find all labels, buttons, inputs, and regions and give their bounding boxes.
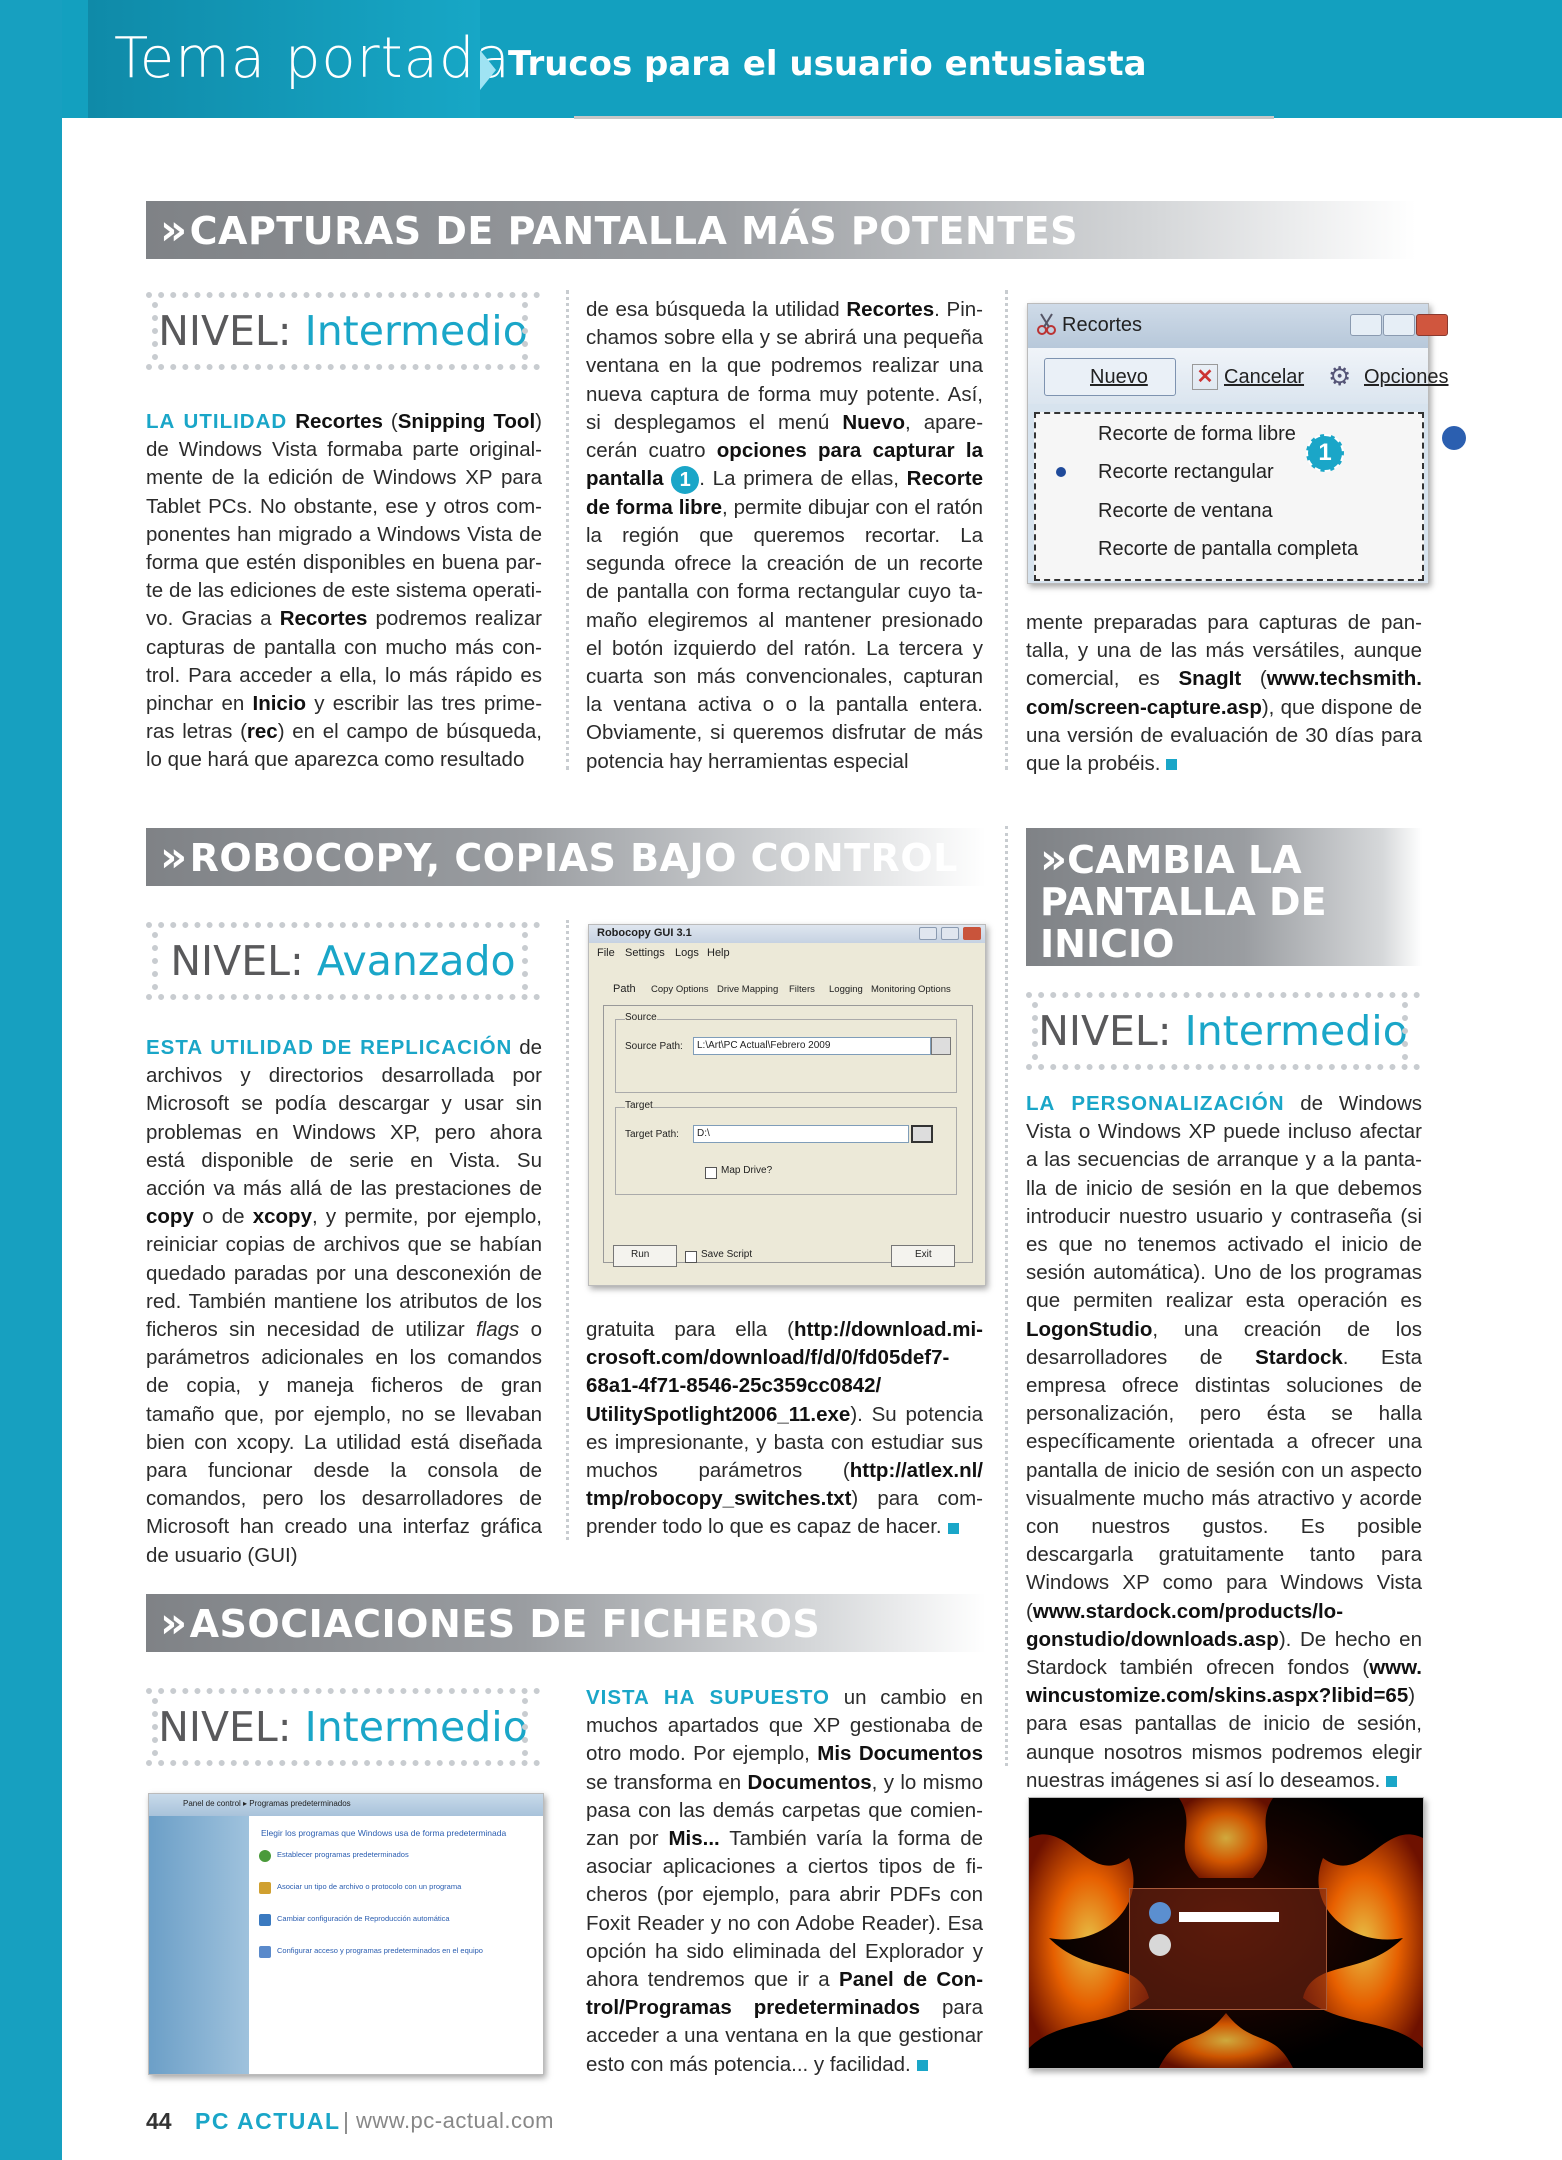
capturas-title: CAPTURAS DE PANTALLA MÁS POTENTES (189, 209, 1078, 253)
minimize-icon (1350, 314, 1382, 336)
program-icon (259, 1850, 271, 1862)
asociaciones-title-bar: »ASOCIACIONES DE FICHEROS (146, 1594, 986, 1652)
page-heading: Elegir los programas que Windows usa de forma predeterminada (261, 1828, 507, 1838)
column-separator (1005, 290, 1008, 770)
user-avatar-icon (1149, 1934, 1171, 1956)
source-group-label: Source (625, 1012, 657, 1023)
scissors-icon (1036, 312, 1058, 336)
nivel-label: NIVEL: (1038, 1007, 1172, 1055)
recortes-screenshot (1027, 303, 1449, 584)
cambia-title-line: PANTALLA DE (1040, 880, 1327, 924)
maximize-icon (941, 927, 959, 940)
capturas-title-bar: »CAPTURAS DE PANTALLA MÁS POTENTES (146, 201, 1416, 259)
robocopy-screenshot (588, 924, 986, 1286)
maximize-icon (1383, 314, 1415, 336)
section-subtitle: Trucos para el usuario entusiasta (508, 44, 1147, 84)
page-number: 44 (146, 2108, 172, 2134)
close-icon (1416, 314, 1448, 336)
menu-logs: Logs (675, 947, 699, 959)
column-separator (566, 290, 569, 770)
programas-predeterminados-screenshot (148, 1793, 544, 2075)
radio-selected-icon (1056, 467, 1066, 477)
run-button-label: Run (631, 1249, 650, 1260)
header-arrow-icon (480, 50, 496, 90)
nivel-value: Intermedio (304, 307, 528, 355)
breadcrumb: Panel de control ▸ Programas predeterminados (183, 1799, 351, 1808)
list-item: Asociar un tipo de archivo o protocolo con un programa (277, 1882, 462, 1891)
program-icon (259, 1914, 271, 1926)
window-title: Recortes (1062, 314, 1143, 336)
target-path-label: Target Path: (625, 1129, 679, 1140)
list-item: Establecer programas predeterminados (277, 1850, 409, 1859)
callout-badge: 1 (671, 466, 699, 494)
program-icon (259, 1946, 271, 1958)
capturas-col3: mente preparadas para capturas de pantalla, y una de las más versátiles, aunque comercial, es SnagIt (www.techsmith. com/screen-capture.asp), que dispone de una versión de evaluación de 30 días para que la probéis. (1026, 611, 1422, 776)
new-button-label: Nuevo (1090, 366, 1148, 388)
tab-monitoring: Monitoring Options (871, 984, 951, 995)
column-separator (566, 920, 569, 1540)
source-path-input: L:\Art\PC Actual\Febrero 2009 (697, 1040, 831, 1051)
menu-item-rectangular: Recorte rectangular (1098, 461, 1274, 483)
menu-file: File (597, 947, 615, 959)
footer-separator: | (343, 2108, 349, 2134)
tab-drive-mapping: Drive Mapping (717, 984, 779, 995)
minimize-icon (919, 927, 937, 940)
checkbox-icon (685, 1251, 697, 1263)
robocopy-col2: gratuita para ella (http://download.microsoft.com/download/f/d/0/fd05def7-68a1-4f71-8546-25c359cc0842/ UtilitySpotlight2006_11.exe). Su potencia es impresionante, y basta con estudiar sus muchos parámetros (http://atlex.nl/ tmp/robocopy_switches.txt) para comprender todo lo que es capaz de hacer. (586, 1318, 983, 1539)
robocopy-title: ROBOCOPY, COPIAS BAJO CONTROL (189, 836, 958, 880)
robocopy-col1: ESTA UTILIDAD DE REPLICACIÓN de archivos y directorios desarrollada por Microsoft se podía descargar y usar sin problemas en Windows XP, pero ahora está disponible de serie en Vista. Su acción va más allá de las prestaciones de copy o de xcopy, y permite, por ejemplo, reiniciar copias de archivos que se habían quedado paradas por una desconexión de red. También mantiene los atributos de los ficheros sin necesidad de utilizar flags o parámetros adicionales en los comandos de copia, y maneja ficheros de gran tamaño que, por ejemplo, no se llevaban bien con xcopy. La utilidad está diseñada para funcionar desde la consola de comandos, pero los desarrolladores de Microsoft han creado una interfaz gráfica de usuario (GUI) (146, 1036, 543, 1567)
column-separator (1005, 826, 1008, 1766)
capturas-col2: de esa búsqueda la utilidad Recortes. Pinchamos sobre ella y se abrirá una pequeña ventana en la que podremos realizar una nueva captura de forma muy potente. Así, si desplegamos el menú Nuevo, aparecerán cuatro opciones para capturar la pantalla 1 . La primera de ellas, Recorte de forma libre, permite dibujar con el ratón la región que queremos recortar. La segunda ofrece la creación de un recorte de pantalla con forma rectangular cuyo tamaño elegiremos al mantener presionado el botón izquierdo del ratón. La tercera y cuarta son más convencionales, capturan la ventana activa o o la pantalla entera. Obviamente, si queremos disfrutar de más potencia hay herramientas especial (586, 298, 984, 773)
magazine-brand: PC ACTUAL (195, 2108, 341, 2134)
nivel-label: NIVEL: (170, 937, 304, 985)
tab-copy-options: Copy Options (651, 984, 709, 995)
list-item: Configurar acceso y programas predeterminados en el equipo (277, 1946, 483, 1955)
menu-item-fullscreen: Recorte de pantalla completa (1098, 538, 1359, 560)
browse-icon (911, 1125, 933, 1143)
nivel-value: Intermedio (1184, 1007, 1408, 1055)
menu-item-window: Recorte de ventana (1098, 500, 1273, 522)
logon-screenshot (1028, 1797, 1424, 2069)
password-field (1179, 1912, 1279, 1922)
checkbox-icon (705, 1167, 717, 1179)
nivel-value: Avanzado (316, 937, 516, 985)
tab-logging: Logging (829, 984, 863, 995)
exit-button-label: Exit (915, 1249, 932, 1260)
callout-badge: 1 (1306, 434, 1344, 472)
left-band (0, 0, 62, 2160)
options-label: Opciones (1364, 366, 1449, 388)
asociaciones-nivel (146, 1688, 540, 1766)
section-title: Tema portada (114, 26, 511, 91)
cancel-label: Cancelar (1224, 366, 1305, 388)
footer-url: www.pc-actual.com (356, 2108, 555, 2133)
menu-item-freeform: Recorte de forma libre (1098, 423, 1296, 445)
gear-icon: ⚙ (1328, 361, 1352, 391)
robocopy-nivel (146, 922, 540, 1000)
capturas-col1: LA UTILIDAD Recortes (Snipping Tool) de Windows Vista formaba parte originalmente de la edición de Windows XP para Tablet PCs. No obstante, ese y otros componentes han migrado a Windows Vista de forma que estén disponibles en buena parte de las ediciones de este sistema operativo. Gracias a Recortes podremos realizar capturas de pantalla con mucho más control. Para acceder a ella, lo más rápido es pinchar en Inicio y escribir las tres primeras letras (rec) en el campo de búsqueda, lo que hará que aparezca como resultado (146, 410, 543, 772)
robocopy-title-bar: »ROBOCOPY, COPIAS BAJO CONTROL (146, 828, 986, 886)
program-icon (259, 1882, 271, 1894)
cambia-title-line: INICIO (1040, 922, 1175, 966)
map-drive-label: Map Drive? (721, 1165, 773, 1176)
source-path-label: Source Path: (625, 1041, 683, 1052)
help-icon (1442, 426, 1466, 450)
menu-help: Help (707, 947, 730, 959)
tab-filters: Filters (789, 984, 815, 995)
nivel-value: Intermedio (304, 1703, 528, 1751)
save-script-label: Save Script (701, 1249, 753, 1260)
browse-icon (931, 1037, 951, 1055)
asociaciones-col2: VISTA HA SUPUESTO un cambio en muchos apartados que XP gestionaba de otro modo. Por ejemplo, Mis Documentos se transforma en Documentos, y lo mismo pasa con las demás carpetas que comienzan por Mis... También varía la forma de asociar aplicaciones a ciertos tipos de ficheros (por ejemplo, para abrir PDFs con Foxit Reader y no con Adobe Reader). Esa opción ha sido eliminada del Explorador y ahora tendremos que ir a Panel de Control/Programas predeterminados para acceder a una ventana en la que gestionar esto con más potencia... y facilidad. (586, 1686, 984, 2076)
target-group-label: Target (625, 1100, 653, 1111)
cambia-title-line: CAMBIA LA (1067, 838, 1302, 882)
cambia-nivel (1026, 992, 1420, 1070)
target-path-input: D:\ (697, 1128, 710, 1139)
tab-path: Path (613, 983, 636, 995)
capturas-nivel (146, 292, 540, 370)
user-avatar-icon (1149, 1902, 1171, 1924)
nivel-label: NIVEL: (158, 307, 292, 355)
nivel-label: NIVEL: (158, 1703, 292, 1751)
close-icon (963, 927, 981, 940)
window-title: Robocopy GUI 3.1 (597, 927, 692, 939)
menu-settings: Settings (625, 947, 665, 959)
asociaciones-title: ASOCIACIONES DE FICHEROS (189, 1602, 821, 1646)
cambia-col: LA PERSONALIZACIÓN de Windows Vista o Windows XP puede incluso afectar a las secuencias de arranque y a la pantalla de inicio de sesión en la que debemos introducir nuestro usuario y contraseña (si es que no tenemos activado el inicio de sesión automática). Uno de los programas que permiten realizar esta operación es LogonStudio, una creación de los desarrolladores de Stardock. Esta empresa ofrece distintas soluciones de personalización, pero ésta se halla específicamente orientada a ofrecer una pantalla de inicio de sesión con un aspecto visualmente mucho más atractivo y acorde con nuestros gustos. Es posible descargarla gratuitamente tanto para Windows XP como para Windows Vista (www.stardock.com/products/logonstudio/downloads.asp). De hecho en Stardock también ofrecen fondos (www. wincustomize.com/skins.aspx?libid=65) para esas pantallas de inicio de sesión, aunque nosotros mismos podremos elegir nuestras imágenes si así lo deseamos. (1026, 1092, 1423, 1792)
header-divider (574, 116, 1274, 119)
cancel-icon: ✕ (1192, 364, 1218, 390)
cambia-title-bar: »CAMBIA LA PANTALLA DE INICIO (1026, 828, 1422, 966)
list-item: Cambiar configuración de Reproducción automática (277, 1914, 450, 1923)
